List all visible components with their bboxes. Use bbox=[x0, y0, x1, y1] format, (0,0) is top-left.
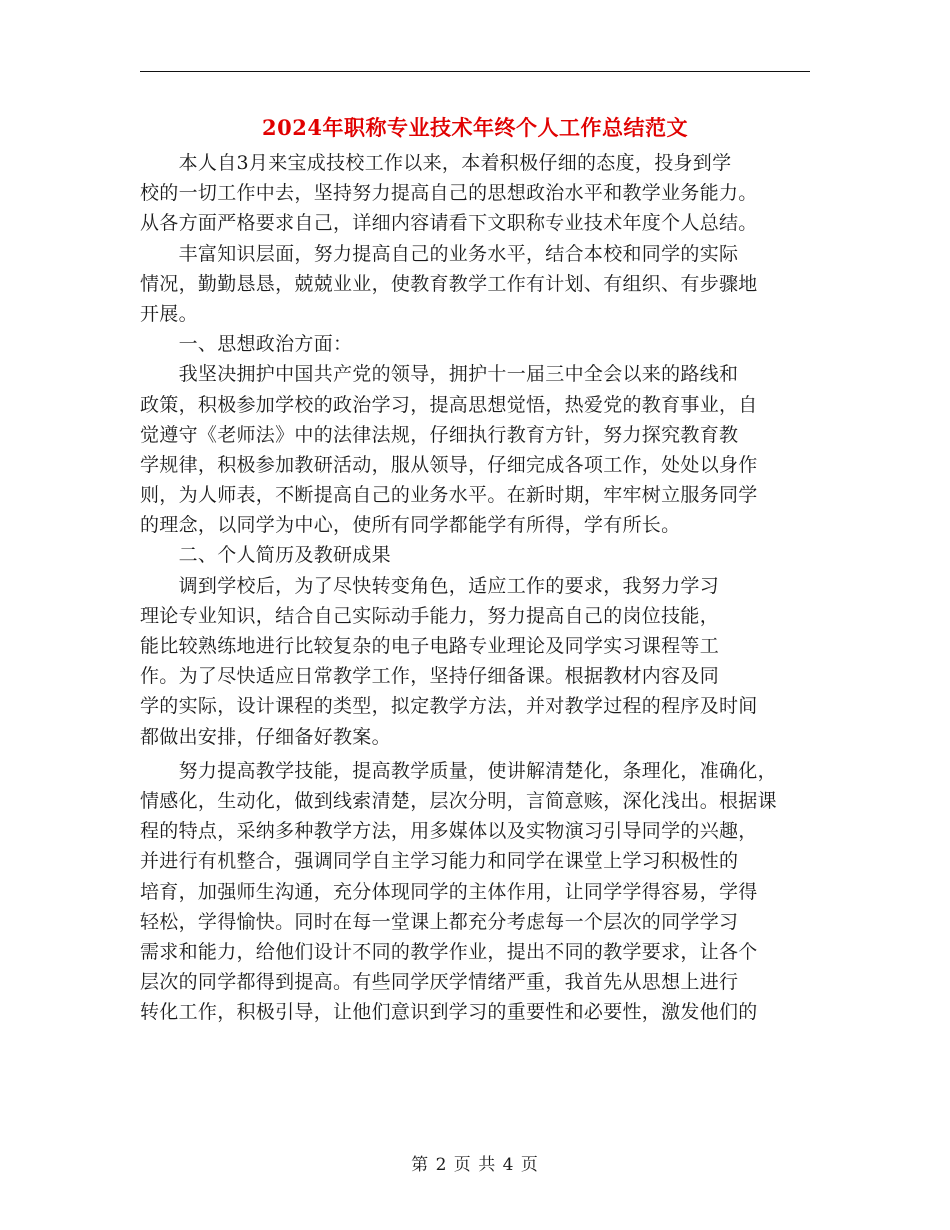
text-line: 本人自3月来宝成技校工作以来，本着积极仔细的态度，投身到学 bbox=[140, 152, 732, 174]
text-line: 作。为了尽快适应日常教学工作，坚持仔细备课。根据教材内容及同 bbox=[140, 665, 720, 688]
text-line: 调到学校后，为了尽快转变角色，适应工作的要求，我努力学习 bbox=[140, 574, 720, 597]
text-line: 情况，勤勤恳恳，兢兢业业，使教育教学工作有计划、有组织、有步骤地 bbox=[140, 272, 758, 295]
text-line: 一、思想政治方面： bbox=[140, 333, 353, 356]
text-line: 学的实际，设计课程的类型，拟定教学方法，并对教学过程的程序及时间 bbox=[140, 695, 758, 718]
text-line: 层次的同学都得到提高。有些同学厌学情绪严重，我首先从思想上进行 bbox=[140, 971, 739, 994]
text-line: 培育，加强师生沟通，充分体现同学的主体作用，让同学学得容易，学得 bbox=[140, 880, 758, 903]
text-line: 则，为人师表，不断提高自己的业务水平。在新时期，牢牢树立服务同学 bbox=[140, 484, 758, 507]
document-title: 2024年职称专业技术年终个人工作总结范文 bbox=[262, 115, 688, 140]
text-line: 觉遵守《老师法》中的法律法规，仔细执行教育方针，努力探究教育教 bbox=[140, 423, 739, 446]
text-line: 需求和能力，给他们设计不同的教学作业，提出不同的教学要求，让各个 bbox=[140, 940, 758, 963]
text-line: 我坚决拥护中国共产党的领导，拥护十一届三中全会以来的路线和 bbox=[140, 363, 739, 386]
text-line: 开展。 bbox=[140, 302, 198, 325]
text-line: 的理念，以同学为中心，使所有同学都能学有所得，学有所长。 bbox=[140, 514, 681, 537]
text-line: 学规律，积极参加教研活动，服从领导，仔细完成各项工作，处处以身作 bbox=[140, 453, 758, 476]
document-body bbox=[140, 148, 810, 1027]
text-line: 轻松，学得愉快。同时在每一堂课上都充分考虑每一个层次的同学学习 bbox=[140, 910, 739, 933]
text-line: 校的一切工作中去，坚持努力提高自己的思想政治水平和教学业务能力。 bbox=[140, 182, 758, 205]
text-line: 从各方面严格要求自己，详细内容请看下文职称专业技术年度个人总结。 bbox=[140, 212, 758, 235]
text-line: 理论专业知识，结合自己实际动手能力，努力提高自己的岗位技能， bbox=[140, 604, 720, 627]
text-line: 二、个人简历及教研成果 bbox=[140, 544, 391, 567]
text-line: 并进行有机整合，强调同学自主学习能力和同学在课堂上学习积极性的 bbox=[140, 850, 739, 873]
text-line: 程的特点，采纳多种教学方法，用多媒体以及实物演习引导同学的兴趣， bbox=[140, 820, 758, 843]
page-footer: 第 2 页 共 4 页 bbox=[411, 1155, 539, 1175]
text-line: 政策，积极参加学校的政治学习，提高思想觉悟，热爱党的教育事业，自 bbox=[140, 393, 758, 416]
text-line: 情感化，生动化，做到线索清楚，层次分明，言简意赅，深化浅出。根据课 bbox=[140, 789, 777, 812]
text-line: 能比较熟练地进行比较复杂的电子电路专业理论及同学实习课程等工 bbox=[140, 635, 720, 657]
text-line: 努力提高教学技能，提高教学质量，使讲解清楚化，条理化，准确化， bbox=[140, 759, 777, 782]
text-line: 丰富知识层面，努力提高自己的业务水平，结合本校和同学的实际 bbox=[140, 242, 739, 265]
text-line: 都做出安排，仔细备好教案。 bbox=[140, 725, 391, 748]
header-rule bbox=[140, 71, 810, 72]
text-line: 转化工作，积极引导，让他们意识到学习的重要性和必要性，激发他们的 bbox=[140, 1001, 758, 1024]
